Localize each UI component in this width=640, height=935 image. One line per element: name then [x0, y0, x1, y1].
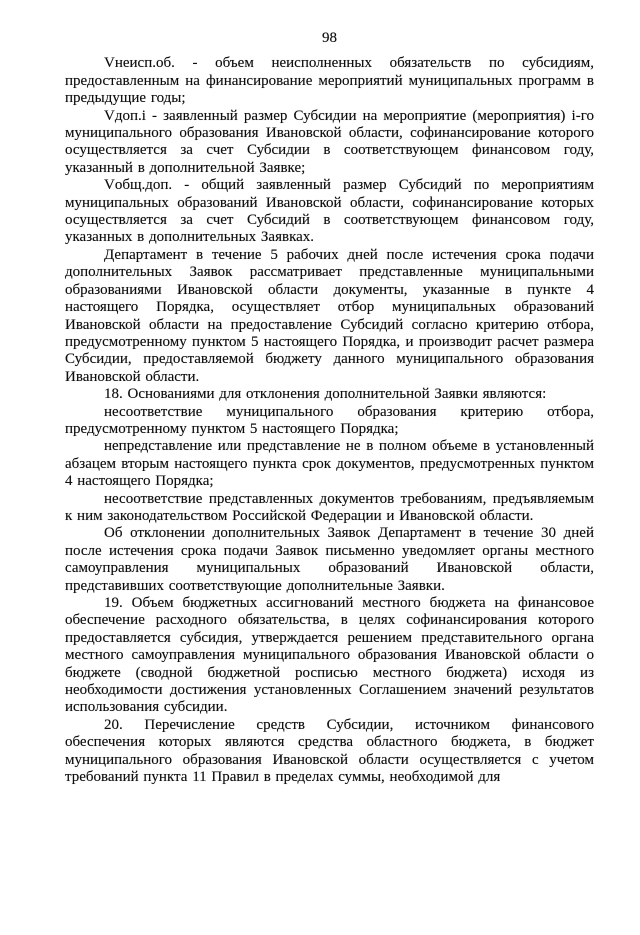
document-page: [0, 30, 640, 935]
paragraph-rejection-reason-1: несоответствие муниципального образования критерию отбора, предусмотренному пунктом 5 настоящего Порядка;: [65, 403, 594, 437]
paragraph-item-18: 18. Основаниями для отклонения дополнительной Заявки являются:: [104, 386, 547, 403]
paragraph-rejection-reason-2: непредставление или представление не в полном объеме в установленный абзацем вторым настоящего пункта срок документов, предусмотренных пунктом 4 настоящего Порядка;: [65, 438, 594, 490]
paragraph-v-neisp-ob: Vнеисп.об. - объем неисполненных обязательств по субсидиям, предоставленным на финансирование мероприятий муниципальных программ в предыдущие годы;: [65, 55, 594, 107]
paragraph-item-19: 19. Объем бюджетных ассигнований местного бюджета на финансовое обеспечение расходного обязательства, в целях софинансирования которого предоставляется субсидия, утверждается решением представительного органа местного самоуправления муниципального образования Ивановской области о бюджете (сводной бюджетной росписью местного бюджета) исходя из необходимости достижения установленных Соглашением значений результатов использования субсидии.: [65, 595, 594, 716]
paragraph-department-review: Департамент в течение 5 рабочих дней после истечения срока подачи дополнительных Заявок рассматривает представленные муниципальными образованиями Ивановской области документы, указанные в пункте 4 настоящего Порядка, осуществляет отбор муниципальных образований Ивановской области на предоставление Субсидий согласно критерию отбора, предусмотренному пунктом 5 настоящего Порядка, и производит расчет размера Субсидии, предоставляемой бюджету данного муниципального образования Ивановской области.: [65, 246, 594, 385]
page-number: 98: [322, 30, 337, 46]
paragraph-item-20: 20. Перечисление средств Субсидии, источником финансового обеспечения которых являются средства областного бюджета, в бюджет муниципального образования Ивановской области осуществляется с учетом требований пункта 11 Правил в пределах суммы, необходимой для: [65, 716, 594, 786]
paragraph-rejection-notice: Об отклонении дополнительных Заявок Департамент в течение 30 дней после истечения срока подачи Заявок письменно уведомляет органы местного самоуправления муниципальных образований Ивановской области, представивших соответствующие дополнительные Заявки.: [65, 525, 594, 594]
paragraph-rejection-reason-3: несоответствие представленных документов требованиям, предъявляемым к ним законодательством Российской Федерации и Ивановской области.: [65, 490, 594, 524]
paragraph-v-obsch-dop: Vобщ.доп. - общий заявленный размер Субсидий по мероприятиям муниципальных образований Ивановской области, софинансирование которых осуществляется за счет Субсидий в соответствующем финансовом году, указанных в дополнительных Заявках.: [65, 177, 594, 246]
document-body: [65, 55, 594, 786]
paragraph-v-dop-i: Vдоп.i - заявленный размер Субсидии на мероприятие (мероприятия) i-го муниципального образования Ивановской области, софинансирование которого осуществляется за счет Субсидии в соответствующем финансовом году, указанный в дополнительной Заявке;: [65, 107, 594, 176]
